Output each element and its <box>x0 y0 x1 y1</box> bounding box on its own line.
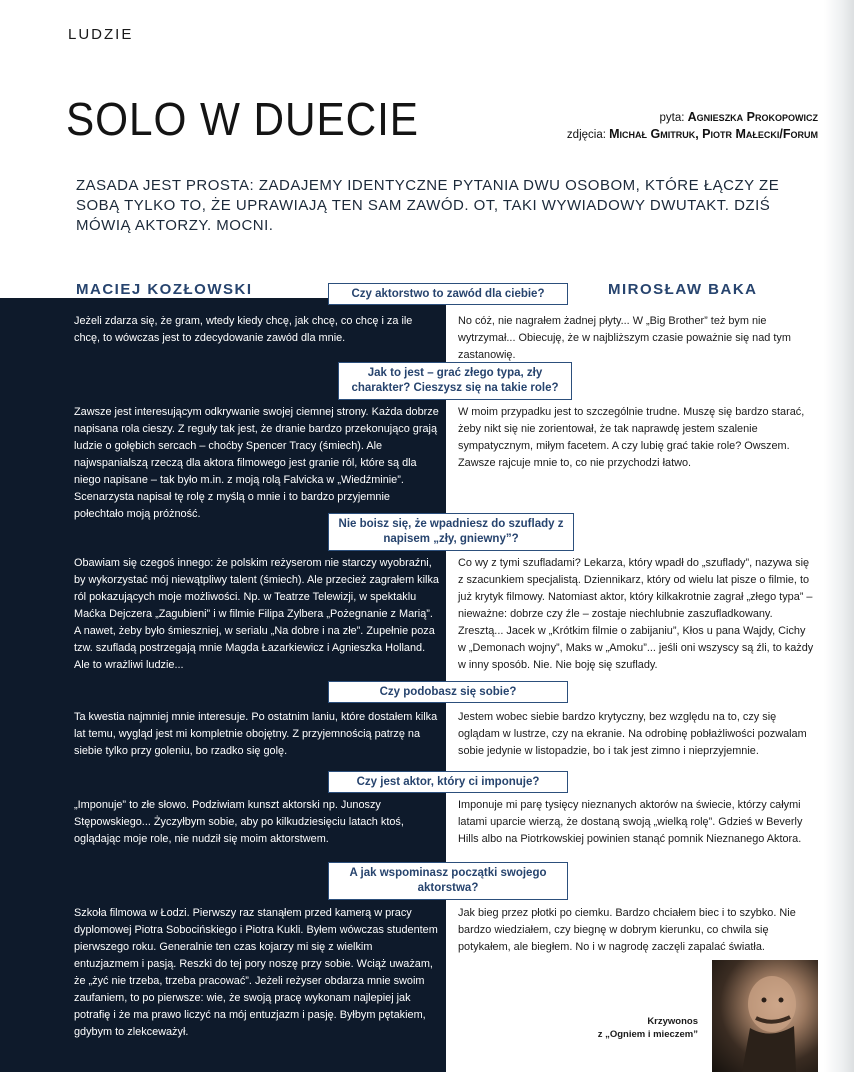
right-answer: Jak bieg przez płotki po ciemku. Bardzo chciałem biec i to szybko. Nie bardzo wiedziałem, czy biegnę w dobrym kierunku, co chwila się potykałem, ale biegłem. No i w nagrodę zaczęli zapalać światła. <box>458 907 796 953</box>
left-answer: Ta kwestia najmniej mnie interesuje. Po ostatnim laniu, które dostałem kilka lat temu, wygląd jest mi kompletnie obojętny. Z przyjemnością patrzę na siebie tylko przy goleniu, bo rzadko się golę. <box>74 711 438 757</box>
right-answer: No cóż, nie nagrałem żadnej płyty... W „Big Brother” też bym nie wytrzymał... Obiecuję, że w najbliższym czasie poważnie się nad tym zastanowię. <box>458 315 791 361</box>
lead-paragraph: ZASADA JEST PROSTA: ZADAJEMY IDENTYCZNE PYTANIA DWU OSOBOM, KTÓRE ŁĄCZY ZE SOBĄ TYLKO TO, ŻE UPRAWIAJĄ TEN SAM ZAWÓD. OT, TAKI WYWIADOWY DWUTAKT. DZIŚ MÓWIĄ AKTORZY. MOCNI. <box>76 177 780 234</box>
right-answer: W moim przypadku jest to szczególnie trudne. Muszę się bardzo starać, żeby nikt się nie zorientował, że tak naprawdę jestem szalenie sympatycznym, miłym facetem. A czy lubię grać takie role? Owszem. Zawsze rajcuje mnie to, co nie przychodzi łatwo. <box>458 406 805 469</box>
photo-caption-line1: Krzywonos <box>647 1016 698 1027</box>
section-label: LUDZIE <box>68 26 134 43</box>
right-answer: Co wy z tymi szufladami? Lekarza, który wpadł do „szuflady”, nazywa się z szacunkiem specjalistą. Dziennikarz, który od wielu lat pisze o filmie, to już krytyk filmowy. Natomiast aktor, który kilkakrotnie zagrał „złego typa” – nieważne: dobrze czy źle – zostaje niechlubnie zaszufladkowany. Zresztą... Jacek w „Krótkim filmie o zabijaniu”, Kłos u pana Wajdy, Cichy w „Demonach wojny”, Maks w „Amoku”... jeśli oni wszyscy są źli, to każdy w inny sposób. Nie. Nie boję się szuflady. <box>458 557 814 671</box>
right-answer: Jestem wobec siebie bardzo krytyczny, bez względu na to, czy się oglądam w lustrze, czy na ekranie. Na odrobinę pobłażliwości pozwalam sobie jedynie w listopadzie, bo i tak jest zimno i nieprzyjemnie. <box>458 711 807 757</box>
credits-questions-name: Agnieszka Prokopowicz <box>687 110 818 124</box>
left-answer: Jeżeli zdarza się, że gram, wtedy kiedy chcę, jak chcę, co chcę i za ile chcę, to wówczas jest to zdecydowanie zawód dla mnie. <box>74 315 413 344</box>
credits-photos-prefix: zdjęcia: <box>566 129 606 141</box>
left-answer: Zawsze jest interesującym odkrywanie swojej ciemnej strony. Każda dobrze napisana rola cieszy. Z reguły tak jest, że dranie bardzo przekonująco grają ludzie o gołębich sercach – choćby Spencer Tracy (śmiech). Ale najwspanialszą rzeczą dla aktora filmowego jest granie ról, które są dla niego napisane – tak było m.in. z moją rolą Falvicka w „Wiedźminie”. Scenarzysta napisał tę rolę z myślą o mnie i to bardzo przyjemnie połechtało moją próżność. <box>74 406 439 520</box>
actor-photo <box>712 960 818 1072</box>
actor-photo-image <box>712 960 818 1072</box>
credits-photos <box>567 126 818 143</box>
left-answer: Obawiam się czegoś innego: że polskim reżyserom nie starczy wyobraźni, by wykorzystać mój niewątpliwy talent (śmiech). Ale przecież zagrałem kilka ról pokazujących moje możliwości. Np. w Teatrze Telewizji, w spektaklu Maćka Dejczera „Zagubieni” i w filmie Filipa Zylbera „Pożegnanie z Marią”. A nawet, żeby było śmieszniej, w serialu „Na dobre i na złe”. Zupełnie poza tzw. szufladą postrzegają mnie Magda Łazarkiewicz i Agnieszka Holland. Ale to wrażliwi ludzie... <box>74 557 439 671</box>
right-answer: Imponuje mi parę tysięcy nieznanych aktorów na świecie, którzy całymi latami uparcie wierzą, że dostaną swoją „wielką rolę”. Gdzieś w Beverly Hills albo na Piotrkowskiej powinien stanąć pomnik Nieznanego Aktora. <box>458 799 803 845</box>
photo-caption-line2: z „Ogniem i mieczem” <box>597 1029 698 1040</box>
left-answer: Szkoła filmowa w Łodzi. Pierwszy raz stanąłem przed kamerą w pracy dyplomowej Piotra Sobocińskiego i Piotra Kukli. Byłem wówczas studentem pierwszego roku. Generalnie ten czas kojarzy mi się z wielkim entuzjazmem i pasją. Reszki do tej pory noszę przy sobie. Wciąż uważam, że „żyć nie trzeba, trzeba pracować”. Jeżeli reżyser obdarza mnie swoim zaufaniem, to po pierwsze: wie, że swoją pracę wykonam najlepiej jak potrafię i że ma prawo liczyć na mój entuzjazm i pasję. Byłbym pętakiem, gdybym to zlekceważył. <box>74 907 438 1038</box>
article-title: SOLO W DUECIE <box>66 93 419 145</box>
credits-photos-names: Michał Gmitruk, Piotr Małecki/Forum <box>609 127 818 141</box>
credits-questions <box>567 109 818 126</box>
left-answer: „Imponuje” to złe słowo. Podziwiam kunszt aktorski np. Junoszy Stępowskiego... Życzyłbym sobie, aby po kilkudziesięciu latach ktoś, oglądając moje role, nie nudził się moim aktorstwem. <box>74 799 404 845</box>
question-box: Jak to jest – grać złego typa, zły charakter? Cieszysz się na takie role? <box>338 362 572 400</box>
question-box: Nie boisz się, że wpadniesz do szuflady z napisem „zły, gniewny”? <box>328 513 574 551</box>
question-box: Czy podobasz się sobie? <box>328 681 568 703</box>
credits-questions-prefix: pyta: <box>659 112 685 124</box>
left-interviewee-name: MACIEJ KOZŁOWSKI <box>76 281 253 298</box>
question-box: Czy aktorstwo to zawód dla ciebie? <box>328 283 568 305</box>
photo-caption <box>560 1015 698 1041</box>
page-edge-shadow <box>824 0 854 1072</box>
right-interviewee-name: MIROSŁAW BAKA <box>608 281 758 298</box>
credits <box>567 109 818 143</box>
question-box: Czy jest aktor, który ci imponuje? <box>328 771 568 793</box>
question-box: A jak wspominasz początki swojego aktorstwa? <box>328 862 568 900</box>
